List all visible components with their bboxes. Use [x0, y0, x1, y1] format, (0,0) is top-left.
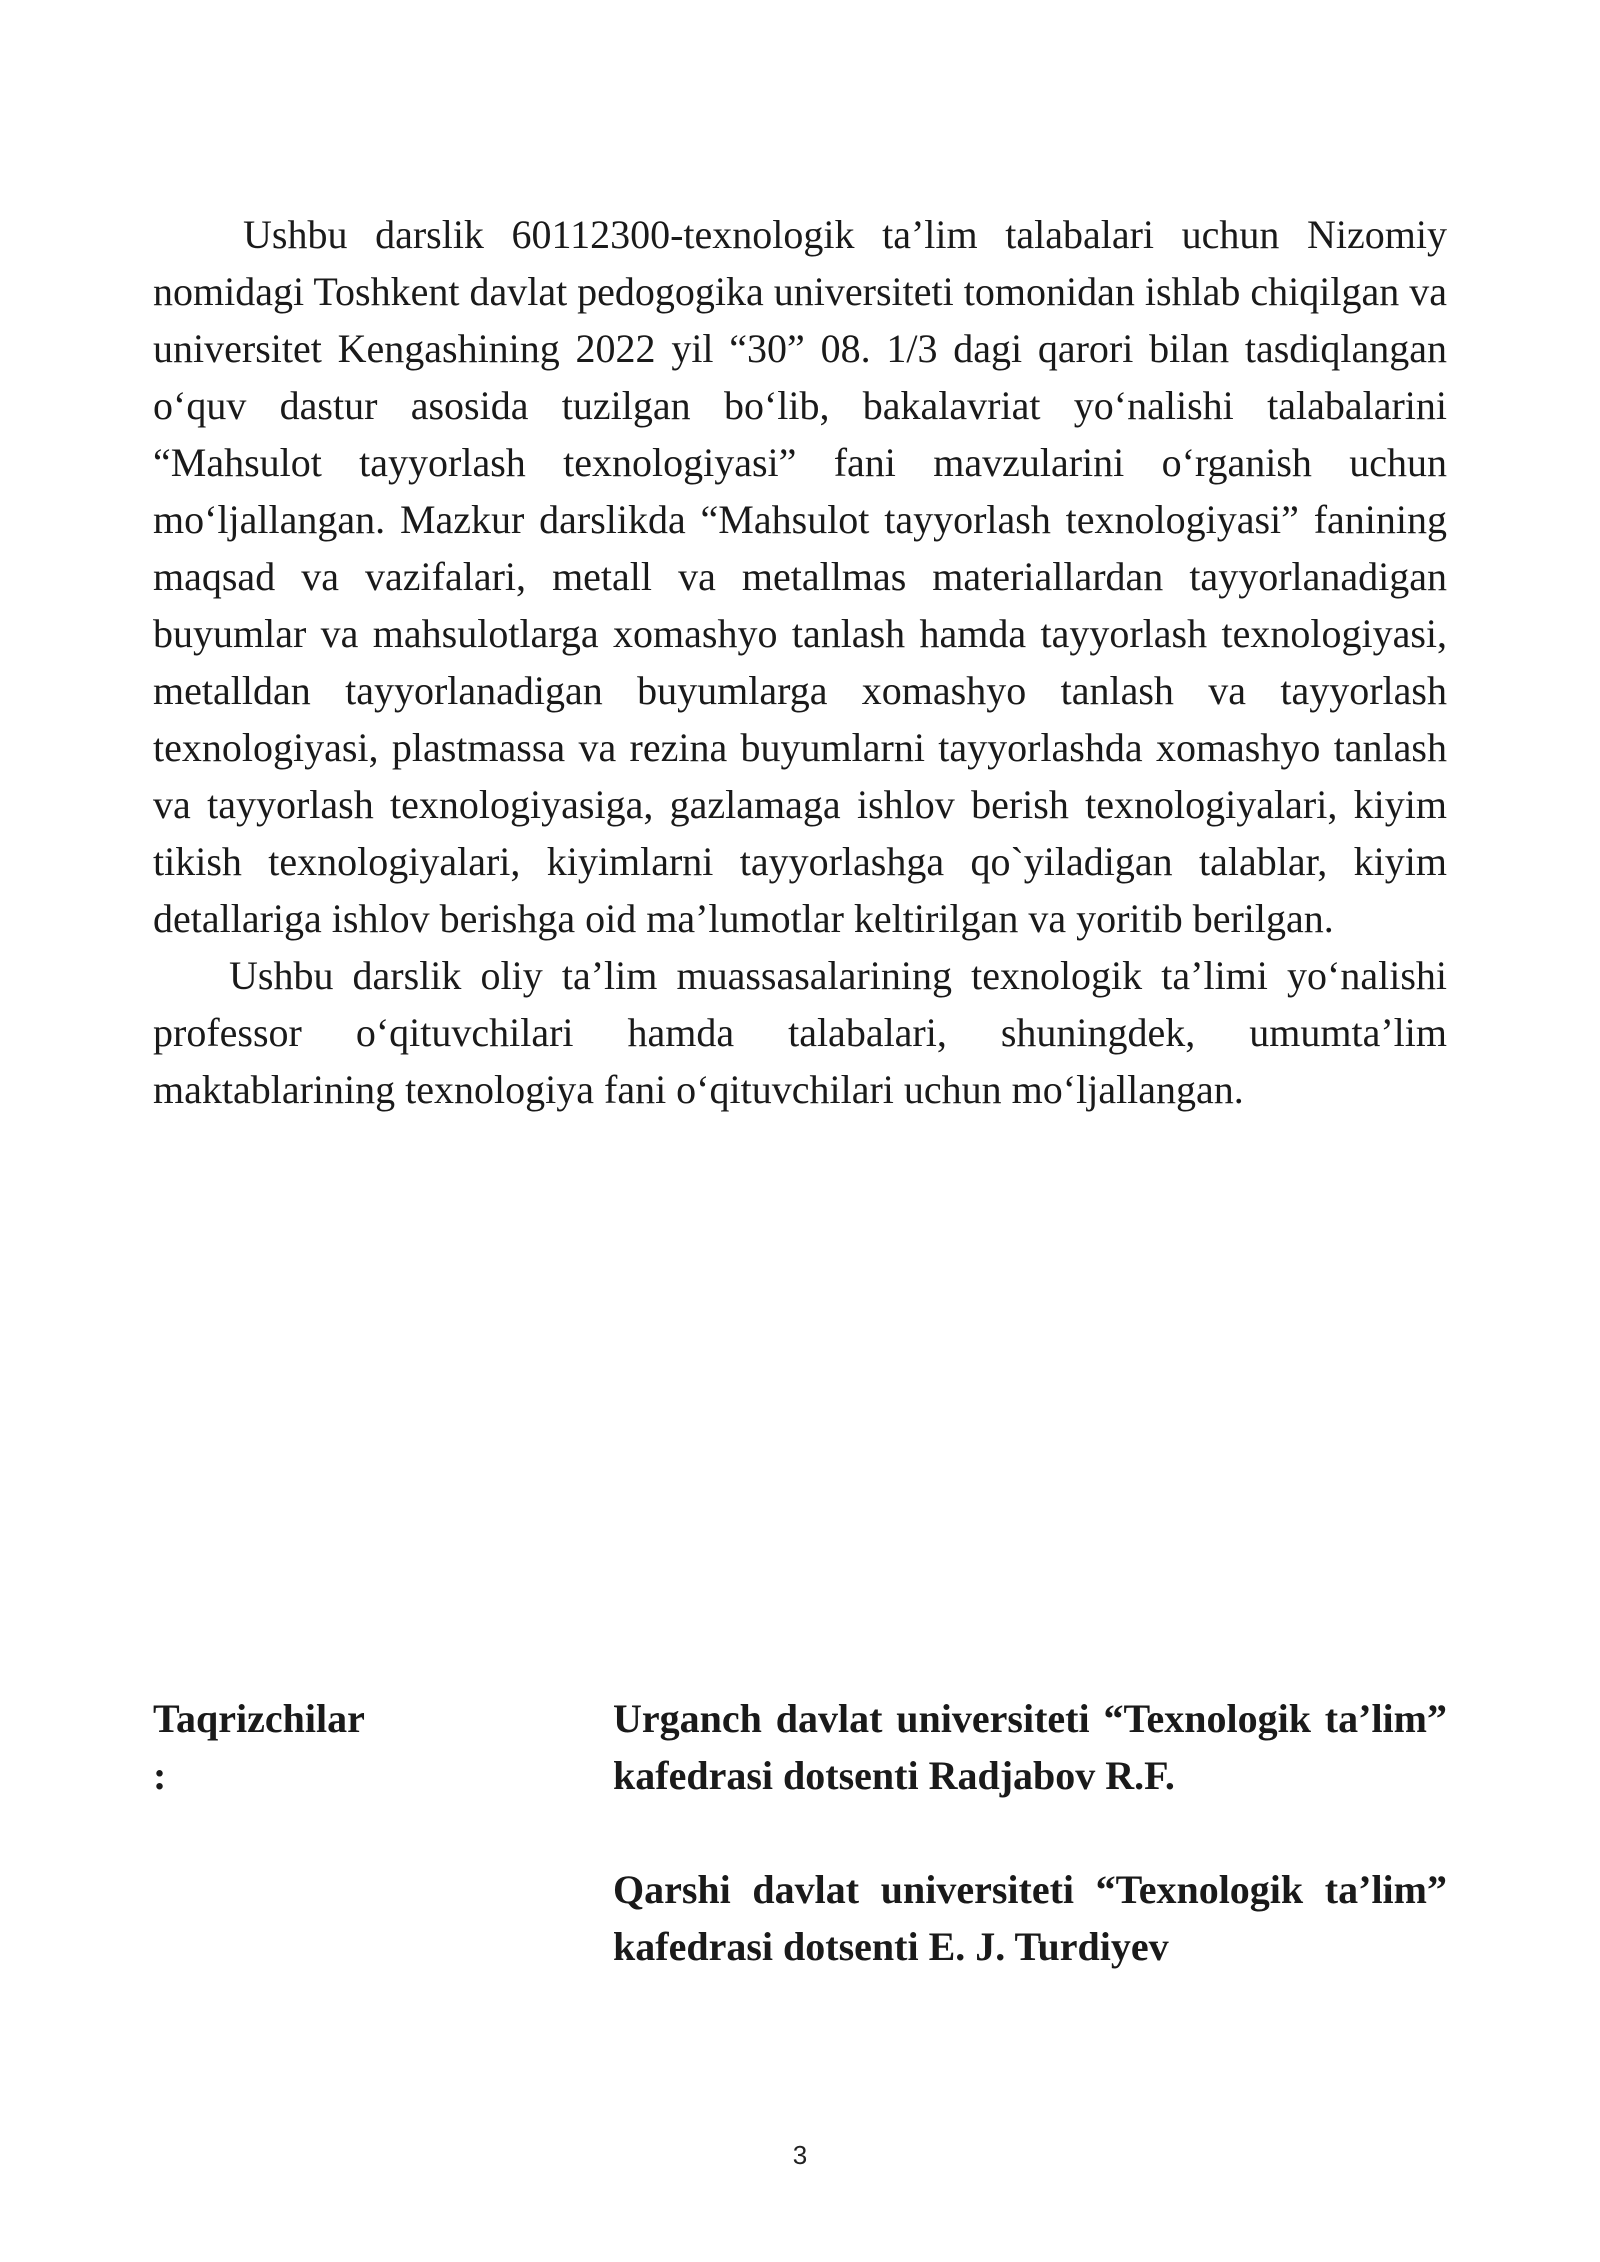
reviewer-entry-2: Qarshi davlat universiteti “Texnologik ta’lim” kafedrasi dotsenti E. J. Turdiyev — [613, 1867, 1447, 1969]
reviewers-label — [153, 1690, 403, 1804]
annotation-text — [153, 206, 1447, 1118]
annotation-paragraph-2: Ushbu darslik oliy ta’lim muassasalarining texnologik ta’limi yo‘nalishi professor o‘qituvchilari hamda talabalari, shuningdek, umumta’lim maktablarining texnologiya fani o‘qituvchilari uchun mo‘ljallangan. — [153, 953, 1447, 1112]
reviewer-list — [613, 1690, 1447, 2032]
reviewers-label-text: Taqrizchilar — [153, 1696, 365, 1741]
reviewers-label-colon: : — [153, 1753, 167, 1798]
page-number: 3 — [792, 2140, 808, 2170]
annotation-paragraph-1: Ushbu darslik 60112300-texnologik ta’lim talabalari uchun Nizomiy nomidagi Toshkent davlat pedogogika universiteti tomonidan ishlab chiqilgan va universitet Kengashining 2022 yil “30” 08. 1/3 dagi qarori bilan tasdiqlangan o‘quv dastur asosida tuzilgan bo‘lib, bakalavriat yo‘nalishi talabalarini “Mahsulot tayyorlash texnologiyasi” fani mavzularini o‘rganish uchun mo‘ljallangan. Mazkur darslikda “Mahsulot tayyorlash texnologiyasi” fanining maqsad va vazifalari, metall va metallmas materiallardan tayyorlanadigan buyumlar va mahsulotlarga xomashyo tanlash hamda tayyorlash texnologiyasi, metalldan tayyorlanadigan buyumlarga xomashyo tanlash va tayyorlash texnologiyasi, plastmassa va rezina buyumlarni tayyorlashda xomashyo tanlash va tayyorlash texnologiyasiga, gazlamaga ishlov berish texnologiyalari, kiyim tikish texnologiyalari, kiyimlarni tayyorlashga qo`yiladigan talablar, kiyim detallariga ishlov berishga oid ma’lumotlar keltirilgan va yoritib berilgan. — [153, 212, 1448, 941]
reviewer-entry-1: Urganch davlat universiteti “Texnologik ta’lim” kafedrasi dotsenti Radjabov R.F. — [613, 1696, 1447, 1798]
